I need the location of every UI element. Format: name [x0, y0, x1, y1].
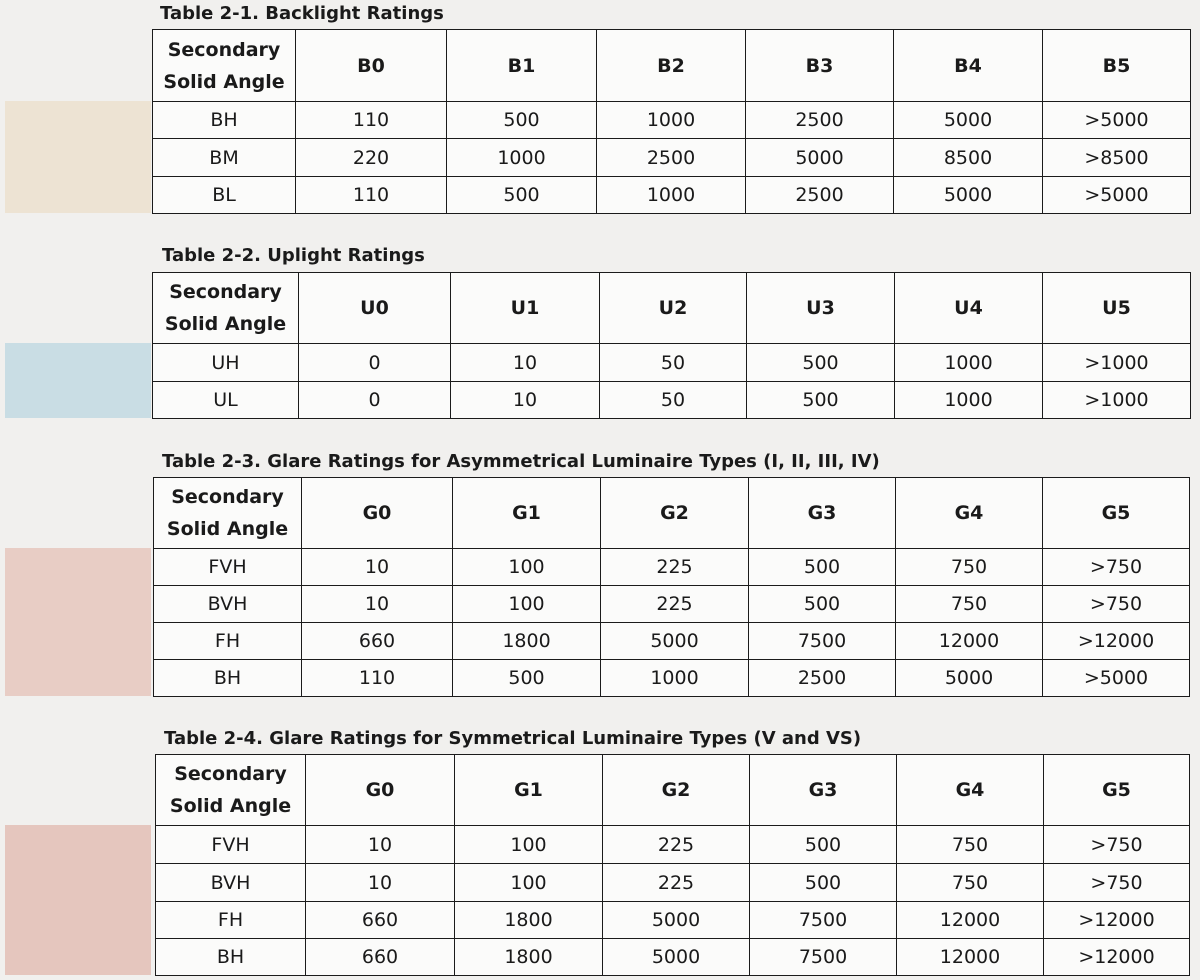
table-cell: 750: [897, 864, 1044, 902]
table-row: [153, 139, 1191, 177]
table-cell: 500: [750, 826, 897, 864]
column-header-g1: G1: [455, 755, 603, 826]
row-color-swatch: [5, 825, 151, 863]
table-cell: 5000: [746, 139, 894, 177]
glare-ratings-asymmetrical-table: [153, 477, 1190, 697]
table-cell: 7500: [749, 623, 896, 660]
table-cell: 750: [896, 586, 1043, 623]
table-cell: >12000: [1044, 939, 1190, 976]
table-cell: 10: [302, 586, 453, 623]
table-row: [154, 549, 1190, 586]
glare-ratings-symmetrical-table: [155, 754, 1190, 976]
column-header-u1: U1: [451, 273, 600, 344]
column-header-b1: B1: [447, 30, 597, 102]
table-cell: 2500: [746, 102, 894, 139]
row-color-swatch: [5, 901, 151, 938]
table-cell: 500: [750, 864, 897, 902]
table-cell: 1000: [895, 382, 1043, 419]
table-cell: 1000: [597, 102, 746, 139]
row-label: BVH: [154, 586, 302, 623]
table-cell: >12000: [1044, 902, 1190, 939]
table-cell: 0: [299, 344, 451, 382]
table-row: [156, 864, 1190, 902]
table-cell: 0: [299, 382, 451, 419]
table-cell: 1800: [453, 623, 601, 660]
column-header-g1: G1: [453, 478, 601, 549]
table-cell: 500: [747, 382, 895, 419]
table-cell: 1800: [455, 939, 603, 976]
row-label: BH: [154, 660, 302, 697]
column-header-g4: G4: [897, 755, 1044, 826]
row-color-swatch: [5, 138, 151, 176]
row-label: FH: [156, 902, 306, 939]
column-header-u4: U4: [895, 273, 1043, 344]
row-color-swatch: [5, 176, 151, 213]
table-cell: 660: [306, 902, 455, 939]
table-cell: >750: [1043, 586, 1190, 623]
table-cell: 110: [302, 660, 453, 697]
row-color-swatch: [5, 548, 151, 585]
row-color-swatch: [5, 585, 151, 622]
corner-header-line: Secondary: [169, 281, 282, 303]
corner-header: [153, 30, 296, 102]
table-cell: 12000: [897, 902, 1044, 939]
column-header-b2: B2: [597, 30, 746, 102]
row-label: BH: [153, 102, 296, 139]
row-label: FVH: [156, 826, 306, 864]
table-cell: 5000: [601, 623, 749, 660]
table-cell: 5000: [896, 660, 1043, 697]
table-row: [156, 826, 1190, 864]
table-cell: >750: [1043, 549, 1190, 586]
table-cell: >8500: [1043, 139, 1191, 177]
row-label: FVH: [154, 549, 302, 586]
table-cell: 500: [447, 102, 597, 139]
table-cell: 500: [447, 177, 597, 214]
table-row: [153, 177, 1191, 214]
table-cell: 110: [296, 177, 447, 214]
table-caption-glare-symmetrical: Table 2-4. Glare Ratings for Symmetrical Luminaire Types (V and VS): [164, 728, 862, 749]
table-cell: >5000: [1043, 660, 1190, 697]
column-header-g2: G2: [603, 755, 750, 826]
table-cell: 5000: [894, 102, 1043, 139]
corner-header-line: Solid Angle: [169, 795, 292, 817]
table-cell: 5000: [603, 939, 750, 976]
table-cell: 12000: [896, 623, 1043, 660]
row-label: BM: [153, 139, 296, 177]
table-cell: 660: [306, 939, 455, 976]
column-header-g3: G3: [749, 478, 896, 549]
table-cell: >750: [1044, 826, 1190, 864]
corner-header-line: Secondary: [171, 486, 284, 508]
table-cell: 100: [453, 586, 601, 623]
table-cell: 750: [897, 826, 1044, 864]
table-cell: >1000: [1043, 344, 1191, 382]
table-cell: 225: [603, 864, 750, 902]
row-color-swatch: [5, 381, 151, 418]
column-header-u2: U2: [600, 273, 747, 344]
table-row: [154, 660, 1190, 697]
column-header-g0: G0: [302, 478, 453, 549]
table-cell: 10: [451, 344, 600, 382]
table-cell: 50: [600, 344, 747, 382]
table-cell: >5000: [1043, 177, 1191, 214]
corner-header: [154, 478, 302, 549]
table-caption-uplight: Table 2-2. Uplight Ratings: [162, 245, 425, 266]
column-header-g2: G2: [601, 478, 749, 549]
table-cell: 2500: [746, 177, 894, 214]
table-cell: 1000: [597, 177, 746, 214]
table-cell: >1000: [1043, 382, 1191, 419]
table-cell: 5000: [603, 902, 750, 939]
table-cell: 1000: [895, 344, 1043, 382]
table-cell: 225: [601, 549, 749, 586]
column-header-u0: U0: [299, 273, 451, 344]
table-cell: 10: [451, 382, 600, 419]
table-cell: 1000: [601, 660, 749, 697]
table-row: [154, 623, 1190, 660]
table-cell: 10: [306, 864, 455, 902]
row-label: FH: [154, 623, 302, 660]
table-row: [156, 902, 1190, 939]
table-cell: 100: [455, 826, 603, 864]
row-color-swatch: [5, 622, 151, 659]
table-cell: 1000: [447, 139, 597, 177]
column-header-g0: G0: [306, 755, 455, 826]
table-cell: 110: [296, 102, 447, 139]
column-header-g3: G3: [750, 755, 897, 826]
table-cell: 500: [749, 549, 896, 586]
row-label: BVH: [156, 864, 306, 902]
table-cell: 50: [600, 382, 747, 419]
table-caption-glare-asymmetrical: Table 2-3. Glare Ratings for Asymmetrical Luminaire Types (I, II, III, IV): [162, 451, 880, 472]
table-row: [156, 939, 1190, 976]
row-color-swatch: [5, 101, 151, 138]
uplight-ratings-table: [152, 272, 1191, 419]
table-cell: 500: [749, 586, 896, 623]
table-cell: >5000: [1043, 102, 1191, 139]
table-cell: 12000: [897, 939, 1044, 976]
table-cell: 220: [296, 139, 447, 177]
column-header-u5: U5: [1043, 273, 1191, 344]
row-color-swatch: [5, 343, 151, 381]
corner-header-line: Solid Angle: [164, 313, 287, 335]
table-cell: 225: [601, 586, 749, 623]
corner-header: [156, 755, 306, 826]
table-cell: 7500: [750, 902, 897, 939]
corner-header-line: Solid Angle: [163, 70, 285, 93]
table-cell: 500: [747, 344, 895, 382]
row-label: UL: [153, 382, 299, 419]
backlight-ratings-table: [152, 29, 1191, 214]
table-cell: >750: [1044, 864, 1190, 902]
column-header-g5: G5: [1044, 755, 1190, 826]
table-header-row: [156, 755, 1190, 826]
corner-header-line: Secondary: [167, 38, 281, 61]
table-cell: >12000: [1043, 623, 1190, 660]
corner-header-line: Secondary: [174, 763, 287, 785]
row-color-swatch: [5, 938, 151, 975]
row-label: BH: [156, 939, 306, 976]
table-cell: 7500: [750, 939, 897, 976]
row-label: BL: [153, 177, 296, 214]
table-cell: 8500: [894, 139, 1043, 177]
table-cell: 660: [302, 623, 453, 660]
table-cell: 10: [302, 549, 453, 586]
table-row: [153, 344, 1191, 382]
corner-header-line: Solid Angle: [166, 518, 289, 540]
table-cell: 225: [603, 826, 750, 864]
row-color-swatch: [5, 659, 151, 696]
column-header-g5: G5: [1043, 478, 1190, 549]
table-row: [154, 586, 1190, 623]
row-color-swatch: [5, 863, 151, 901]
table-header-row: [153, 30, 1191, 102]
column-header-b5: B5: [1043, 30, 1191, 102]
table-cell: 10: [306, 826, 455, 864]
column-header-b0: B0: [296, 30, 447, 102]
table-cell: 100: [453, 549, 601, 586]
table-cell: 1800: [455, 902, 603, 939]
column-header-b4: B4: [894, 30, 1043, 102]
table-row: [153, 102, 1191, 139]
table-caption-backlight: Table 2-1. Backlight Ratings: [160, 3, 444, 24]
column-header-b3: B3: [746, 30, 894, 102]
table-header-row: [154, 478, 1190, 549]
table-header-row: [153, 273, 1191, 344]
table-cell: 2500: [597, 139, 746, 177]
corner-header: [153, 273, 299, 344]
column-header-u3: U3: [747, 273, 895, 344]
table-cell: 500: [453, 660, 601, 697]
table-cell: 2500: [749, 660, 896, 697]
row-label: UH: [153, 344, 299, 382]
column-header-g4: G4: [896, 478, 1043, 549]
table-cell: 5000: [894, 177, 1043, 214]
table-row: [153, 382, 1191, 419]
table-cell: 100: [455, 864, 603, 902]
table-cell: 750: [896, 549, 1043, 586]
